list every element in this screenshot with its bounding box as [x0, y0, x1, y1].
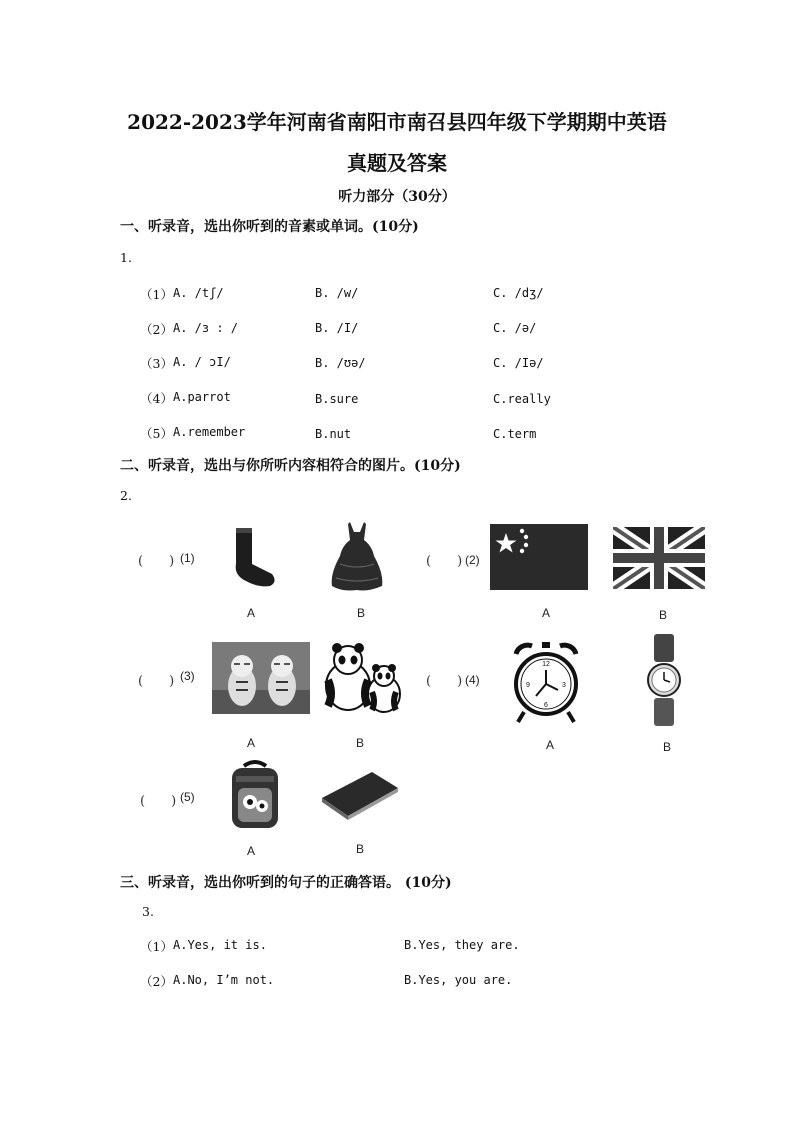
option-b: B.sure — [315, 392, 359, 406]
option-b: B. /w/ — [315, 286, 359, 300]
item-number: （3） — [140, 356, 173, 371]
option-c: C.really — [493, 392, 551, 406]
svg-text:9: 9 — [526, 682, 530, 689]
question-number-1: 1. — [120, 250, 132, 265]
item-number: (4) — [465, 673, 480, 687]
option-a: A. / ɔI/ — [173, 355, 231, 369]
page-title-line2: 真题及答案 — [347, 151, 447, 175]
label-a: A — [247, 844, 256, 858]
option-a: A. /tʃ/ — [173, 286, 224, 300]
option-b: B.Yes, they are. — [404, 938, 520, 952]
option-c: C. /dʒ/ — [493, 286, 544, 300]
label-b: B — [357, 606, 366, 620]
label-b: B — [659, 608, 668, 622]
option-b: B. /I/ — [315, 321, 359, 335]
item-number: （2） — [140, 974, 173, 989]
label-a: A — [247, 606, 256, 620]
answer-blank[interactable]: ( ) — [426, 674, 463, 689]
item-number: （2） — [140, 322, 173, 337]
option-c: C. /Iə/ — [493, 356, 544, 370]
label-a: A — [247, 736, 256, 750]
item-number: (5) — [180, 790, 195, 804]
china-flag-icon — [490, 524, 588, 590]
option-b: B. /ʊə/ — [315, 356, 366, 370]
answer-blank[interactable]: ( ) — [426, 554, 463, 569]
section1-heading: 一、听录音，选出你听到的音素或单词。(10分) — [120, 219, 419, 235]
pandas-icon — [320, 640, 404, 714]
option-a: A. /ɜ : / — [173, 321, 239, 335]
label-a: A — [542, 606, 551, 620]
option-a: A.No, I’m not. — [173, 973, 275, 987]
item-number: （1） — [140, 939, 173, 954]
svg-text:12: 12 — [542, 661, 550, 668]
dress-icon — [328, 520, 386, 592]
listening-header: 听力部分（30分） — [338, 189, 456, 205]
answer-blank[interactable]: ( ) — [138, 554, 175, 569]
item-number: （5） — [140, 426, 173, 441]
tigers-icon — [212, 642, 310, 714]
svg-text:3: 3 — [562, 682, 566, 689]
item-number: (2) — [465, 553, 480, 567]
option-a: A.Yes, it is. — [173, 938, 267, 952]
alarm-clock-icon — [510, 640, 582, 724]
section2-heading: 二、听录音，选出与你所听内容相符合的图片。(10分) — [120, 458, 461, 474]
uk-flag-icon — [613, 527, 705, 589]
label-b: B — [356, 736, 365, 750]
label-b: B — [663, 740, 672, 754]
question-number-2: 2. — [120, 488, 132, 503]
option-b: B.Yes, you are. — [404, 973, 513, 987]
item-number: （1） — [140, 287, 173, 302]
label-b: B — [356, 842, 365, 856]
option-c: C. /ə/ — [493, 321, 537, 335]
option-a: A.remember — [173, 425, 246, 439]
backpack-icon — [226, 758, 284, 830]
answer-blank[interactable]: ( ) — [140, 794, 177, 809]
question-number-3: 3. — [142, 904, 154, 919]
option-c: C.term — [493, 427, 537, 441]
wristwatch-icon — [646, 634, 682, 726]
item-number: （4） — [140, 391, 173, 406]
answer-blank[interactable]: ( ) — [138, 674, 175, 689]
book-icon — [320, 770, 400, 820]
item-number: (3) — [180, 669, 195, 683]
sock-icon — [228, 526, 280, 590]
page-title: 2022-2023学年河南省南阳市南召县四年级下学期期中英语 — [127, 110, 667, 134]
section3-heading: 三、听录音，选出你听到的句子的正确答语。 (10分) — [120, 875, 452, 891]
item-number: (1) — [180, 551, 195, 565]
svg-text:6: 6 — [544, 702, 548, 709]
label-a: A — [546, 738, 555, 752]
option-a: A.parrot — [173, 390, 231, 404]
option-b: B.nut — [315, 427, 352, 441]
